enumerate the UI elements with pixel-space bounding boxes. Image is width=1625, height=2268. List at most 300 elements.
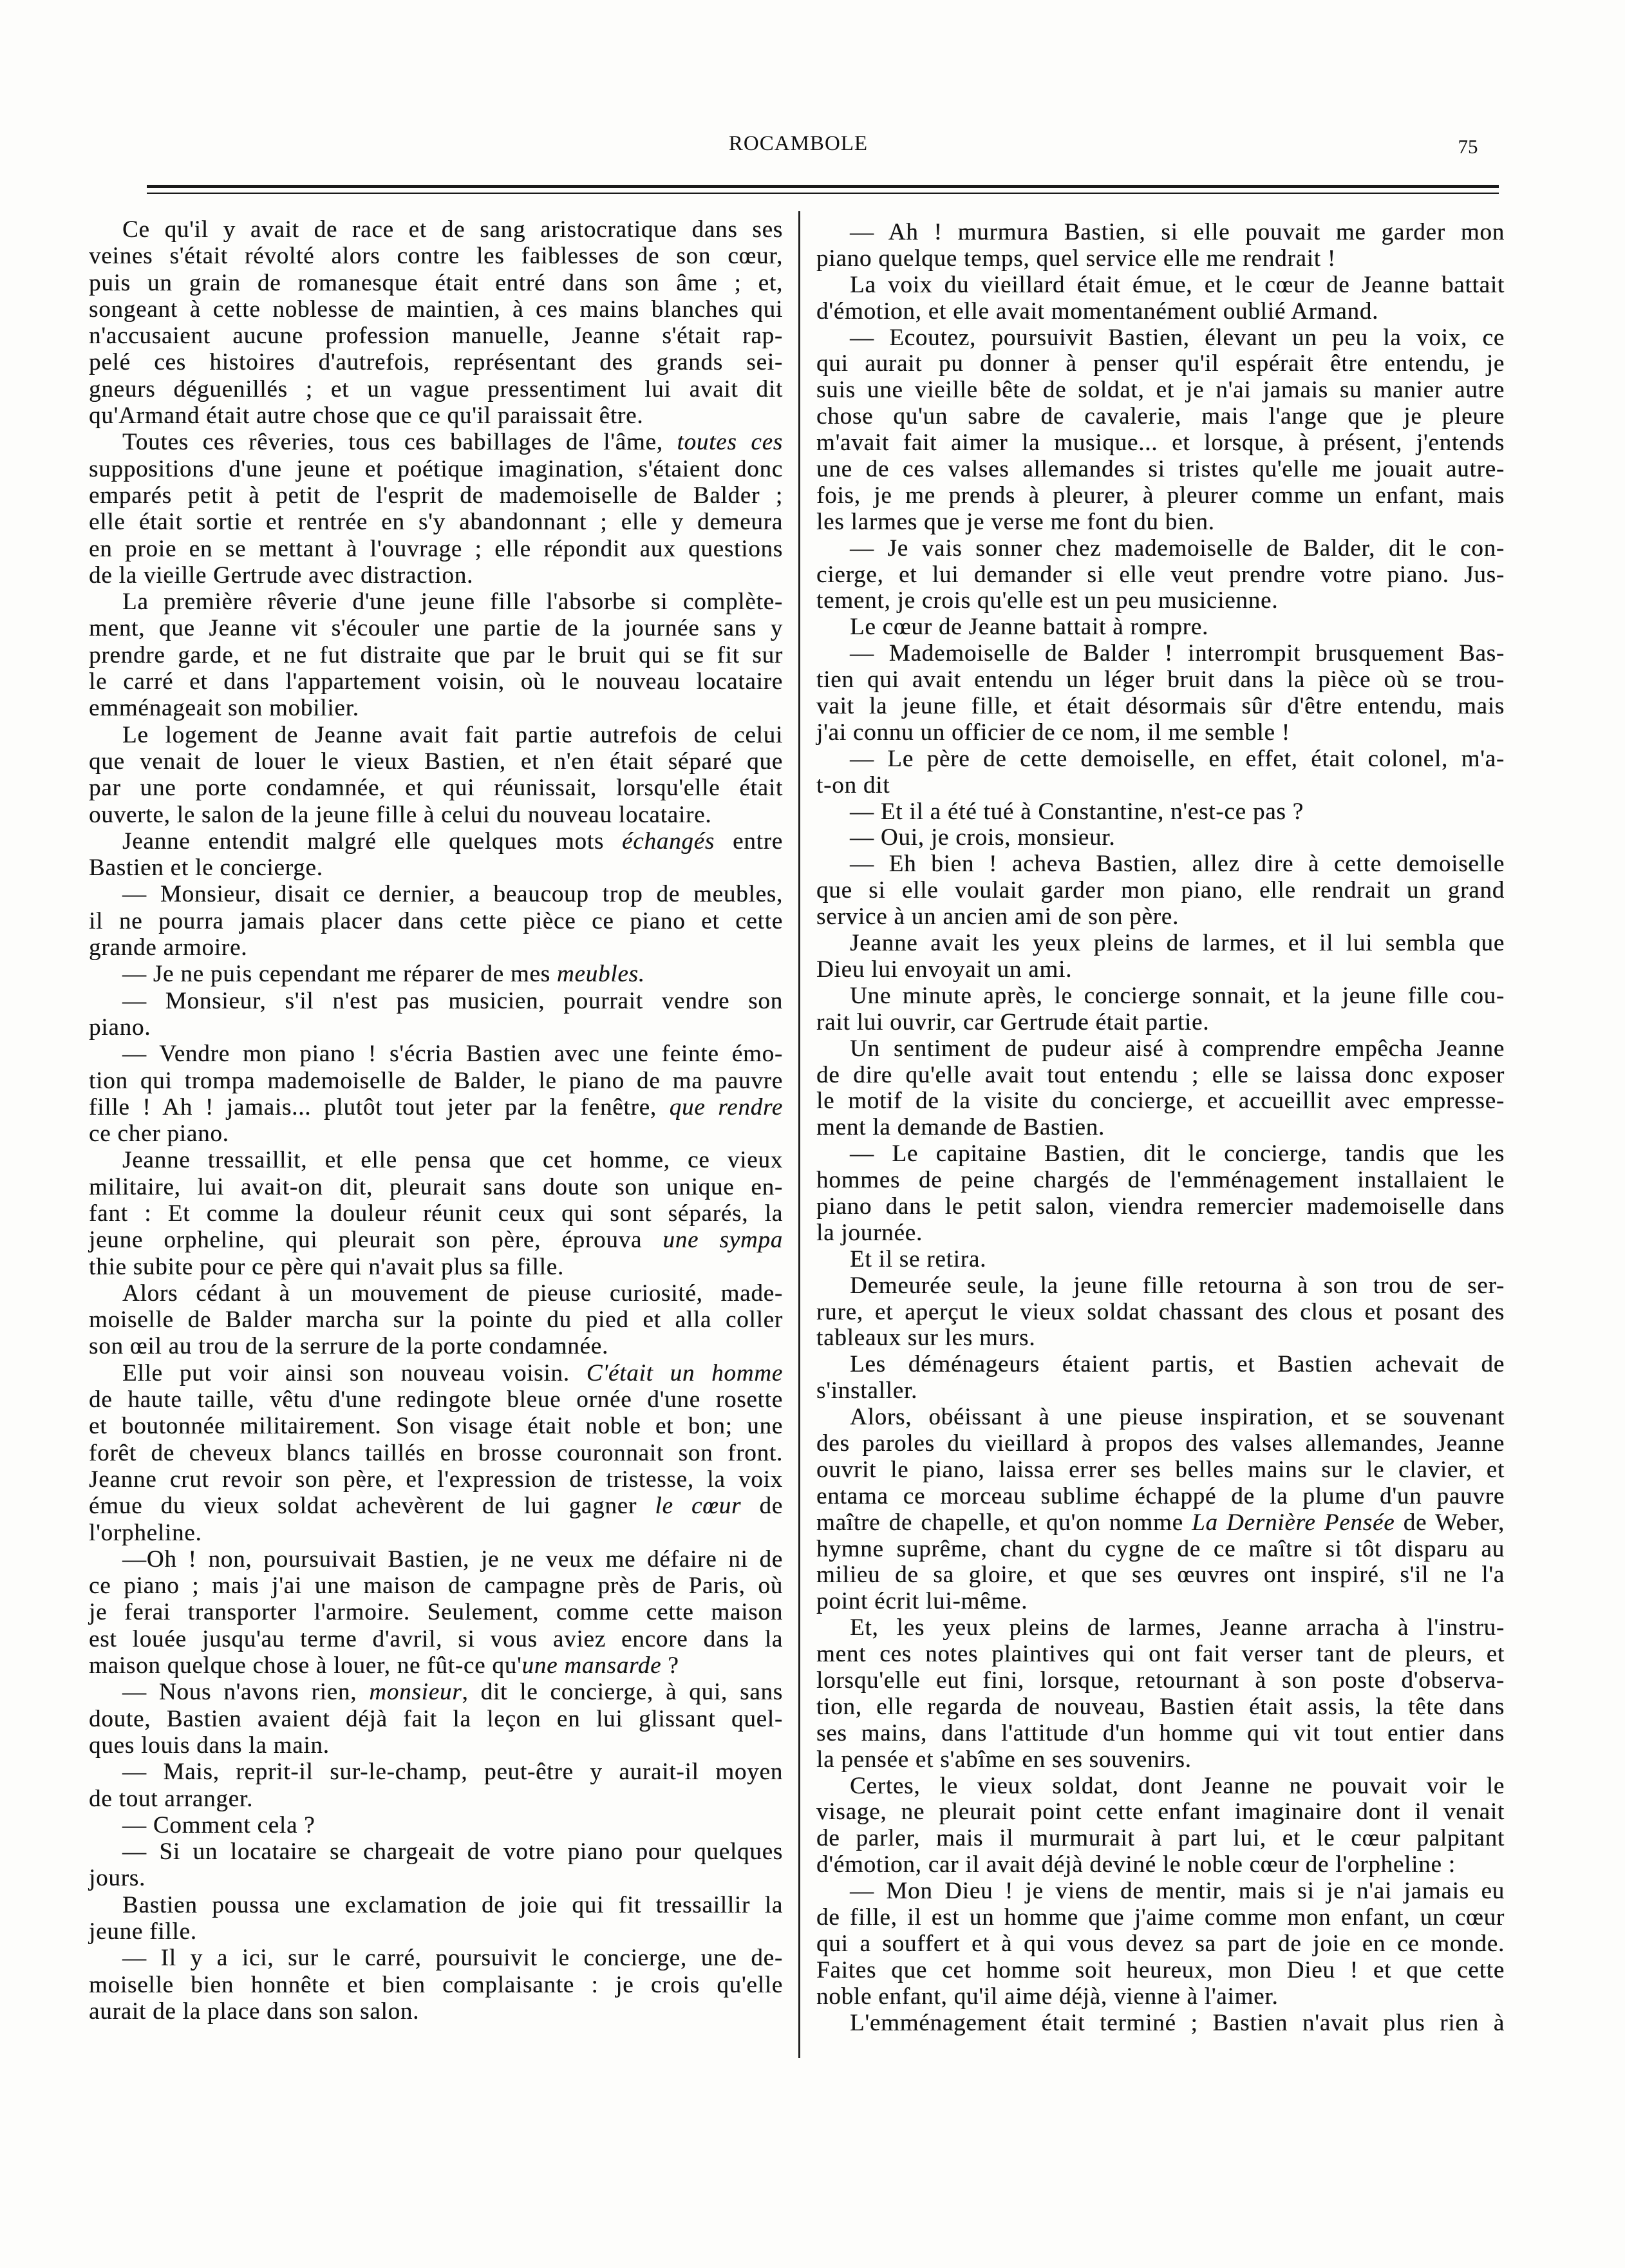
text-run: Ce qu'il y avait de race et de sang aristocratique dans ses	[122, 216, 783, 243]
text-line	[816, 1905, 1505, 1931]
text-line	[89, 1918, 783, 1945]
text-line	[89, 828, 783, 855]
text-run: tion qui trompa mademoiselle de Balder, le piano de ma pauvre	[89, 1067, 783, 1094]
text-run: Alors cédant à un mouvement de pieuse curiosité, made-	[122, 1280, 783, 1307]
paragraph	[89, 828, 783, 882]
text-line	[816, 246, 1505, 272]
text-line	[89, 1786, 783, 1812]
text-run: rure, et aperçut le vieux soldat chassant des clous et posant des	[816, 1298, 1505, 1325]
text-line	[89, 988, 783, 1014]
paragraph	[816, 1615, 1505, 1773]
text-line	[816, 562, 1505, 589]
text-run: de	[741, 1493, 783, 1520]
text-run: de parler, mais il murmurait à part lui, et le cœur palpitant	[816, 1825, 1505, 1852]
text-run: le motif de la visite du concierge, et accueillit avec empresse-	[816, 1088, 1505, 1115]
text-line	[816, 851, 1505, 878]
text-run: Alors, obéissant à une pieuse inspiration, et se souvenant	[850, 1404, 1505, 1431]
text-run: piano.	[89, 1014, 151, 1041]
column-divider	[798, 211, 800, 2058]
paragraph	[816, 1141, 1505, 1247]
text-run: ment, que Jeanne vit s'écouler une partie de la journée sans y	[89, 615, 783, 642]
text-run: entama ce morceau sublime échappé de la plume d'un pauvre	[816, 1482, 1505, 1509]
text-run: m'avait fait aimer la musique... et lorsque, à présent, j'entends	[816, 430, 1505, 457]
paragraph	[89, 1892, 783, 1945]
paragraph	[89, 1838, 783, 1892]
paragraph	[816, 1273, 1505, 1352]
text-run: — Vendre mon piano ! s'écria Bastien avec une feinte émo-	[122, 1041, 783, 1068]
text-run: de la vieille Gertrude avec distraction.	[89, 562, 474, 589]
text-run: ouvrit le piano, laissa errer ses belles mains sur le clavier, et	[816, 1456, 1505, 1483]
text-run: elle était sortie et rentrée en s'y abandonnant ; elle y demeura	[89, 509, 783, 536]
text-line	[89, 802, 783, 828]
text-run: ses mains, dans l'attitude d'un homme qui vit tout entier dans	[816, 1719, 1505, 1746]
text-line	[89, 216, 783, 243]
text-run: — Je vais sonner chez mademoiselle de Balder, dit le con-	[850, 534, 1505, 562]
paragraph	[89, 1759, 783, 1812]
text-line	[89, 1972, 783, 1998]
page-number: 75	[1458, 135, 1478, 158]
text-line	[816, 1826, 1505, 1852]
text-run: Et, les yeux pleins de larmes, Jeanne arracha à l'instru-	[850, 1614, 1505, 1641]
text-run: piano dans le petit salon, viendra remercier mademoiselle dans	[816, 1193, 1505, 1220]
text-line	[816, 272, 1505, 299]
text-run: de fille, il est un homme que j'aime comme mon enfant, un cœur	[816, 1904, 1505, 1931]
text-run: Dieu lui envoyait un ami.	[816, 956, 1073, 983]
text-run: aurait de la place dans son salon.	[89, 1998, 420, 2025]
text-run: pelé ces histoires d'autrefois, représentant des grands sei-	[89, 349, 783, 376]
text-line	[89, 589, 783, 615]
text-line	[89, 1679, 783, 1705]
text-run: Jeanne tressaillit, et elle pensa que cet homme, ce vieux	[122, 1147, 783, 1174]
text-run: — Monsieur, disait ce dernier, a beaucoup trop de meubles,	[122, 881, 783, 908]
paragraph	[816, 641, 1505, 746]
text-line	[816, 1958, 1505, 1984]
italic-text-run: une sympa	[662, 1227, 783, 1254]
text-line	[89, 349, 783, 375]
text-line	[816, 1010, 1505, 1036]
text-line	[89, 908, 783, 934]
text-run: maison quelque chose à louer, ne fût-ce qu'	[89, 1652, 522, 1679]
text-run: tableaux sur les murs.	[816, 1325, 1036, 1352]
text-run: des paroles du vieillard à propos des valses allemandes, Jeanne	[816, 1430, 1505, 1457]
text-run: songeant à cette noblesse de maintien, à ces mains blanches qui	[89, 296, 783, 323]
text-line	[89, 775, 783, 801]
text-run: rait lui ouvrir, car Gertrude était partie.	[816, 1008, 1210, 1035]
text-run: tion, elle regarda de nouveau, Bastien était assis, la tête dans	[816, 1693, 1505, 1720]
text-line	[89, 961, 783, 987]
text-run: La voix du vieillard était émue, et le cœur de Jeanne battait	[850, 271, 1505, 298]
text-line	[816, 588, 1505, 614]
text-line	[89, 1892, 783, 1918]
text-line	[89, 1599, 783, 1625]
text-line	[816, 1404, 1505, 1431]
text-line	[816, 1431, 1505, 1457]
text-run: qui aurait pu donner à penser qu'il espérait être entendu, je	[816, 350, 1505, 377]
text-run: Toutes ces rêveries, tous ces babillages de l'âme,	[122, 429, 677, 456]
text-line	[816, 720, 1505, 746]
paragraph	[816, 2010, 1505, 2037]
text-line	[89, 1945, 783, 1971]
text-run: — Mais, reprit-il sur-le-champ, peut-être y aurait-il moyen	[122, 1759, 783, 1786]
text-line	[816, 1247, 1505, 1273]
text-line	[89, 456, 783, 482]
text-line	[816, 1878, 1505, 1905]
text-run: —Oh ! non, poursuivait Bastien, je ne veux me défaire ni de	[122, 1545, 783, 1573]
italic-text-run: que rendre	[669, 1093, 783, 1120]
text-run: Et il se retira.	[850, 1245, 987, 1272]
text-line	[89, 1227, 783, 1253]
text-line	[816, 1641, 1505, 1668]
text-line	[816, 1536, 1505, 1563]
text-run: forêt de cheveux blancs taillés en brosse couronnait son front.	[89, 1439, 783, 1466]
italic-text-run: La Dernière Pensée	[1192, 1509, 1395, 1536]
text-line	[89, 1386, 783, 1413]
text-run: Jeanne entendit malgré elle quelques mots	[122, 827, 623, 855]
text-run: ouverte, le salon de la jeune fille à celui du nouveau locataire.	[89, 801, 712, 828]
text-line	[89, 1466, 783, 1493]
text-line	[89, 1200, 783, 1227]
text-line	[816, 931, 1505, 957]
text-run: noble enfant, qu'il aime déjà, vienne à l'aimer.	[816, 1983, 1279, 2010]
italic-text-run: toutes ces	[677, 429, 784, 456]
text-run: s'installer.	[816, 1377, 918, 1404]
text-line	[816, 1115, 1505, 1141]
text-line	[816, 1799, 1505, 1826]
paragraph	[816, 983, 1505, 1036]
text-run: grande armoire.	[89, 934, 248, 961]
text-line	[816, 1457, 1505, 1484]
text-line	[816, 1299, 1505, 1326]
text-run: piano quelque temps, quel service elle me rendrait !	[816, 245, 1337, 272]
text-line	[89, 270, 783, 296]
text-line	[816, 1220, 1505, 1247]
paragraph	[816, 1878, 1505, 2010]
text-run: Un sentiment de pudeur aisé à comprendre empêcha Jeanne	[850, 1035, 1505, 1062]
text-run: ce cher piano.	[89, 1120, 229, 1148]
text-run: chose qu'un sabre de cavalerie, mais l'ange que je pleure	[816, 403, 1505, 430]
paragraph	[816, 851, 1505, 931]
text-line	[89, 748, 783, 775]
text-run: visage, ne pleurait point cette enfant imaginaire dont il venait	[816, 1799, 1505, 1826]
text-run: et boutonnée militairement. Son visage était noble et bon; une	[89, 1413, 783, 1440]
text-run: suis une vieille bête de soldat, et je n'ai jamais su manier autre	[816, 377, 1505, 404]
text-line	[816, 1510, 1505, 1536]
text-run: de haute taille, vêtu d'une redingote bleue ornée d'une rosette	[89, 1386, 783, 1413]
text-run: par une porte condamnée, et qui réunissait, lorsqu'elle était	[89, 775, 783, 802]
text-run: vait la jeune fille, et était désormais sûr d'être entendu, mais	[816, 693, 1505, 720]
text-line	[816, 694, 1505, 720]
text-run: Les déménageurs étaient partis, et Bastien achevait de	[850, 1351, 1505, 1378]
text-run: émue du vieux soldat achevèrent de lui gagner	[89, 1493, 655, 1520]
text-line	[89, 1254, 783, 1280]
text-run: la pensée et s'abîme en ses souvenirs.	[816, 1746, 1192, 1773]
paragraph	[816, 272, 1505, 325]
text-run: d'émotion, et elle avait momentanément oublié Armand.	[816, 298, 1379, 325]
text-run: entre	[715, 827, 783, 855]
text-line	[89, 695, 783, 721]
text-line	[816, 1036, 1505, 1063]
text-run: prendre garde, et ne fut distraite que par le bruit qui se fit sur	[89, 641, 783, 668]
text-run: moiselle bien honnête et bien complaisante : je crois qu'elle	[89, 1971, 783, 1998]
text-line	[89, 668, 783, 695]
paragraph	[816, 1773, 1505, 1879]
text-line	[816, 536, 1505, 562]
text-line	[816, 2010, 1505, 2037]
text-line	[816, 1931, 1505, 1958]
text-line	[89, 323, 783, 349]
text-line	[89, 1014, 783, 1041]
text-line	[89, 642, 783, 668]
paragraph	[816, 1352, 1505, 1404]
text-run: La première rêverie d'une jeune fille l'absorbe si complète-	[122, 589, 783, 616]
text-run: ce piano ; mais j'ai une maison de campagne près de Paris, où	[89, 1573, 783, 1600]
text-run: — Mademoiselle de Balder ! interrompit brusquement Bas-	[850, 640, 1505, 667]
text-run: est louée jusqu'au terme d'avril, si vous aviez encore dans la	[89, 1625, 783, 1652]
paragraph	[89, 589, 783, 721]
text-line	[816, 220, 1505, 246]
text-run: cierge, et lui demander si elle veut prendre votre piano. Jus-	[816, 561, 1505, 588]
text-line	[89, 1174, 783, 1200]
text-line	[89, 1706, 783, 1732]
text-line	[89, 1493, 783, 1519]
text-run: — Oui, je crois, monsieur.	[850, 824, 1116, 851]
text-line	[816, 404, 1505, 430]
paragraph	[816, 746, 1505, 799]
text-run: Demeurée seule, la jeune fille retourna à son trou de ser-	[850, 1272, 1505, 1299]
text-line	[816, 1325, 1505, 1352]
italic-text-run: le cœur	[655, 1493, 742, 1520]
text-run: je ferai transporter l'armoire. Seulement, comme cette maison	[89, 1599, 783, 1626]
text-run: l'orpheline.	[89, 1519, 202, 1546]
text-line	[816, 1167, 1505, 1194]
text-line	[89, 1147, 783, 1173]
header-rule-thick	[147, 185, 1499, 188]
text-line	[89, 1865, 783, 1891]
text-line	[816, 1484, 1505, 1510]
text-line	[89, 615, 783, 641]
text-line	[816, 878, 1505, 904]
text-run: qui a souffert et à qui vous devez sa part de joie en ce monde.	[816, 1930, 1505, 1957]
text-line	[89, 855, 783, 881]
text-run: il ne pourra jamais placer dans cette pièce ce piano et cette	[89, 907, 783, 934]
text-line	[89, 722, 783, 748]
text-run: fant : Et comme la douleur réunit ceux qui sont séparés, la	[89, 1200, 783, 1227]
text-line	[816, 1063, 1505, 1089]
paragraph	[89, 1360, 783, 1546]
text-line	[816, 1984, 1505, 2010]
text-run: ment ces notes plaintives qui ont fait verser tant de pleurs, et	[816, 1641, 1505, 1668]
text-run: en proie en se mettant à l'ouvrage ; elle répondit aux questions	[89, 535, 783, 562]
text-line	[816, 1721, 1505, 1747]
text-line	[816, 299, 1505, 325]
text-line	[816, 1273, 1505, 1299]
paragraph	[89, 1147, 783, 1280]
text-run: Bastien et le concierge.	[89, 855, 323, 882]
running-title: ROCAMBOLE	[728, 132, 869, 155]
italic-text-run: C'était un homme	[586, 1359, 783, 1386]
paragraph	[89, 1280, 783, 1360]
text-run: service à un ancien ami de son père.	[816, 903, 1179, 931]
text-run: Jeanne avait les yeux pleins de larmes, et il lui sembla que	[850, 930, 1505, 957]
text-run: fois, je me prends à pleurer, à pleurer comme un enfant, mais	[816, 482, 1505, 509]
text-run: la journée.	[816, 1219, 923, 1246]
text-run: hymne suprême, chant du cygne de ce maître si tôt disparu au	[816, 1535, 1505, 1562]
paragraph	[89, 722, 783, 828]
text-line	[816, 799, 1505, 826]
text-run: veines s'était révolté alors contre les faiblesses de son cœur,	[89, 243, 783, 270]
text-line	[816, 614, 1505, 641]
text-line	[89, 1652, 783, 1679]
text-run: jours.	[89, 1865, 146, 1892]
italic-text-run: échangés	[622, 827, 715, 855]
text-line	[816, 457, 1505, 483]
text-line	[816, 1852, 1505, 1878]
text-run: emparés petit à petit de l'esprit de mademoiselle de Balder ;	[89, 482, 783, 509]
paragraph	[89, 1546, 783, 1679]
text-run: d'émotion, car il avait déjà deviné le noble cœur de l'orpheline :	[816, 1851, 1456, 1878]
text-run: — Le capitaine Bastien, dit le concierge, tandis que les	[850, 1140, 1505, 1167]
text-run: que venait de louer le vieux Bastien, et n'en était séparé que	[89, 748, 783, 775]
text-line	[89, 376, 783, 402]
text-line	[89, 1626, 783, 1652]
text-run: Elle put voir ainsi son nouveau voisin.	[122, 1359, 587, 1386]
text-line	[816, 904, 1505, 931]
text-run: une de ces valses allemandes si tristes qu'elle me jouait autre-	[816, 456, 1505, 483]
paragraph	[816, 931, 1505, 983]
text-line	[89, 1998, 783, 2025]
text-line	[816, 641, 1505, 667]
text-run: L'emménagement était terminé ; Bastien n'avait plus rien à	[850, 2009, 1505, 2036]
text-line	[89, 1280, 783, 1307]
text-run: thie subite pour ce père qui n'avait plus sa fille.	[89, 1253, 564, 1280]
text-line	[816, 1088, 1505, 1115]
text-line	[89, 1520, 783, 1546]
text-run: j'ai connu un officier de ce nom, il me semble !	[816, 719, 1290, 746]
text-line	[816, 1141, 1505, 1167]
text-line	[89, 562, 783, 589]
text-line	[89, 296, 783, 323]
text-line	[89, 1759, 783, 1785]
text-run: — Ah ! murmura Bastien, si elle pouvait me garder mon	[850, 219, 1505, 245]
text-run: les larmes que je verse me font du bien.	[816, 508, 1215, 535]
text-line	[89, 1573, 783, 1599]
text-run: — Eh bien ! acheva Bastien, allez dire à cette demoiselle	[850, 851, 1505, 878]
text-line	[816, 746, 1505, 773]
paragraph	[816, 1036, 1505, 1142]
text-line	[816, 957, 1505, 983]
text-run: n'accusaient aucune profession manuelle, Jeanne s'était rap-	[89, 323, 783, 350]
italic-text-run: meubles.	[556, 961, 645, 988]
text-line	[89, 1307, 783, 1333]
text-run: le carré et dans l'appartement voisin, où le nouveau locataire	[89, 668, 783, 695]
text-run: tement, je crois qu'elle est un peu musicienne.	[816, 587, 1279, 614]
text-run: — Le père de cette demoiselle, en effet, était colonel, m'a-	[850, 745, 1505, 772]
text-run: ?	[661, 1652, 679, 1679]
text-run: Jeanne crut revoir son père, et l'expression de tristesse, la voix	[89, 1466, 783, 1493]
text-run: ques louis dans la main.	[89, 1732, 330, 1759]
paragraph	[89, 1945, 783, 2025]
paragraph	[816, 614, 1505, 641]
text-run: moiselle de Balder marcha sur la pointe du pied et alla coller	[89, 1307, 783, 1334]
text-run: hommes de peine chargés de l'emménagement installaient le	[816, 1167, 1505, 1194]
text-run: point écrit lui-même.	[816, 1588, 1028, 1615]
text-line	[816, 377, 1505, 404]
paragraph	[816, 220, 1505, 272]
text-line	[816, 1773, 1505, 1800]
text-run: de dire qu'elle avait tout entendu ; elle se laissa donc exposer	[816, 1061, 1505, 1088]
text-line	[816, 1352, 1505, 1378]
text-line	[816, 983, 1505, 1010]
text-run: qu'Armand était autre chose que ce qu'il paraissait être.	[89, 402, 644, 430]
text-line	[89, 1546, 783, 1573]
paragraph	[89, 1812, 783, 1838]
text-run: — Si un locataire se chargeait de votre piano pour quelques	[122, 1838, 783, 1866]
paragraph	[816, 325, 1505, 536]
text-run: — Comment cela ?	[122, 1811, 315, 1838]
text-run: Faites que cet homme soit heureux, mon Dieu ! et que cette	[816, 1956, 1505, 1983]
paragraph	[89, 216, 783, 429]
text-run: ment la demande de Bastien.	[816, 1114, 1105, 1141]
text-line	[816, 1615, 1505, 1641]
text-line	[89, 482, 783, 509]
text-line	[816, 351, 1505, 377]
text-line	[89, 1333, 783, 1359]
text-run: de tout arranger.	[89, 1785, 254, 1812]
text-line	[89, 1413, 783, 1439]
text-line	[816, 509, 1505, 536]
text-line	[89, 536, 783, 562]
text-run: — Mon Dieu ! je viens de mentir, mais si je n'ai jamais eu	[850, 1878, 1505, 1905]
text-run: , dit le concierge, à qui, sans	[462, 1679, 783, 1706]
paragraph	[89, 1041, 783, 1147]
text-run: Certes, le vieux soldat, dont Jeanne ne pouvait voir le	[850, 1772, 1505, 1799]
text-run: doute, Bastien avaient déjà fait la leçon en lui glissant quel-	[89, 1705, 783, 1732]
header-rule-thin	[147, 193, 1499, 194]
paragraph	[89, 1679, 783, 1759]
right-text-column	[816, 220, 1505, 2036]
text-line	[816, 325, 1505, 352]
text-line	[89, 1120, 783, 1147]
text-run: jeune orpheline, qui pleurait son père, éprouva	[89, 1227, 663, 1254]
paragraph	[816, 1404, 1505, 1615]
text-line	[89, 429, 783, 455]
text-run: milieu de sa gloire, et que ses œuvres ont inspiré, s'il ne l'a	[816, 1562, 1505, 1589]
text-line	[89, 934, 783, 961]
text-line	[89, 1440, 783, 1466]
text-run: Le logement de Jeanne avait fait partie autrefois de celui	[122, 721, 783, 748]
paragraph	[816, 799, 1505, 826]
text-line	[89, 881, 783, 907]
text-run: gneurs déguenillés ; et un vague pressentiment lui avait dit	[89, 375, 783, 402]
text-run: emménageait son mobilier.	[89, 695, 359, 722]
text-run: tien qui avait entendu un léger bruit dans la pièce où se trou-	[816, 666, 1505, 694]
italic-text-run: une mansarde	[521, 1652, 662, 1679]
text-run: Une minute après, le concierge sonnait, et la jeune fille cou-	[850, 982, 1505, 1009]
text-line	[816, 1589, 1505, 1615]
paragraph	[816, 536, 1505, 615]
text-run: — Nous n'avons rien,	[122, 1679, 370, 1706]
text-line	[89, 1094, 783, 1120]
text-run: Bastien poussa une exclamation de joie qui fit tressaillir la	[122, 1891, 783, 1918]
text-run: — Monsieur, s'il n'est pas musicien, pourrait vendre son	[122, 987, 783, 1014]
text-line	[816, 1194, 1505, 1220]
text-line	[816, 1562, 1505, 1589]
text-line	[816, 1694, 1505, 1721]
text-run: Le cœur de Jeanne battait à rompre.	[850, 614, 1209, 641]
text-line	[89, 1360, 783, 1386]
text-run: de Weber,	[1395, 1509, 1505, 1536]
text-line	[816, 1747, 1505, 1773]
